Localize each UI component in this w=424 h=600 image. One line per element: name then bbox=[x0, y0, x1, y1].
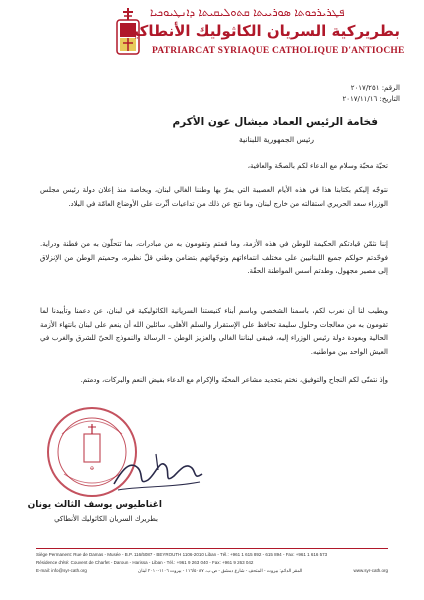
footer-address-line bbox=[36, 552, 388, 557]
footer-contact-line bbox=[36, 568, 388, 574]
footer-email: E-mail: info@syr-cath.org bbox=[36, 568, 87, 573]
signer-name: اغناطيوس يوسف الثالث يونان bbox=[27, 500, 162, 510]
body-paragraph-2: إننا نثمّن قيادتكم الحكيمة للوطن في هذه الأزمة، وما قمتم وتقومون به من مبادرات، بما تتحلّون به من فطنة ودراية. فوحّدتم حولكم جميع اللبنانيين على مختلف انتماءاتهم وتوجّهاتهم بتضامن وطني قلّ نظيره، وحميتم الوطن من الإنزلاق إلى مصير مجهول، وطدتم أسس المواطنة الحقّة. bbox=[40, 240, 388, 275]
footer-arabic-address: المقر الدائم: بيروت - المتحف - شارع دمشق - ص.ب. ١١٦/٥٠٨٧ - بيروت ١١٠٦-٢٠١٠ لبنان bbox=[137, 568, 303, 573]
closing-paragraph: وإذ نتمنّى لكم النجاح والتوفيق، نختم بتجديد مشاعر المحبّة والإكرام مع الدعاء بفيض النعم والبركات، ودمتم. bbox=[80, 376, 388, 384]
body-paragraph-3: ويطيب لنا أن نعرب لكم، باسمنا الشخصي وباسم أبناء كنيستنا السريانية الكاثوليكية في لبنان، عن دعمنا وتأييدنا لما تقومون به من معالجات وحلول سليمة تحافظ على الإستقرار والسلم الأهلي، سائلين الله أن ينعم على لبنان بانتهاء الأزمة الحالية وبعودة دولة رئيس الوزراء إليه، فيبقى لبناننا الغالي والعزيز الوطن – الرسالة والنموذج الحيّ للشرق والغرب في العيش الواحد بين مواطنيه. bbox=[40, 307, 388, 356]
addressee-title: رئيس الجمهورية اللبنانية bbox=[239, 135, 314, 144]
letterhead-arabic: بطريركية السريان الكاثوليك الأنطاكية bbox=[124, 22, 400, 40]
letter-date: التاريخ: ٢٠١٧/١١/١٦ bbox=[342, 95, 400, 103]
reference-number: الرقم: ٢٠١٧/٢٥١ bbox=[350, 84, 400, 92]
handwritten-signature-icon bbox=[108, 440, 208, 500]
footer-residence-fr: Résidence d'été: Couvent de Charfet - Daroun - Harissa - Liban - Tél.: +961 9 263 040 - Fax: +961 9 263 042 bbox=[36, 560, 254, 565]
addressee-name: فخامة الرئيس العماد ميشال عون الأكرم bbox=[172, 116, 378, 128]
footer-website: www.syr-cath.org bbox=[353, 568, 388, 573]
signer-title: بطريرك السريان الكاثوليك الأنطاكي bbox=[54, 515, 158, 523]
letterhead-french: PATRIARCAT SYRIAQUE CATHOLIQUE D'ANTIOCHE bbox=[152, 46, 405, 56]
footer-residence-line bbox=[36, 560, 388, 565]
body-paragraph-1: نتوجّه إليكم بكتابنا هذا في هذه الأيام العصيبة التي يمرّ بها وطننا الغالي لبنان، وبخاصة منذ إعلان دولة رئيس مجلس الوزراء سعد الحريري استقالته من خارج لبنان، وما نتج عن ذلك من تداعيات أثّرت على الأوضاع العامّة في البلاد. bbox=[40, 186, 388, 208]
greeting-paragraph: تحيّة محبّة وسلام مع الدعاء لكم بالصحّة والعافية، bbox=[247, 162, 388, 170]
letterhead-syriac: ܦܛܪܝܪܟܘܬܐ ܣܘܪܝܝܬܐ ܩܬܘܠܝܩܝܬܐ ܕܐܢܛܝܘܟܝܐ bbox=[150, 6, 345, 19]
footer-divider bbox=[36, 548, 388, 549]
svg-text:✠: ✠ bbox=[89, 466, 95, 472]
footer-address-fr: Siège Permanent: Rue de Damas - Musée - B.P. 116/5087 - BEYROUTH 1106-2010 Liban - Tél.: +961 1 615 892 - 615 894 - Fax: +961 1 616 573 bbox=[36, 552, 328, 557]
